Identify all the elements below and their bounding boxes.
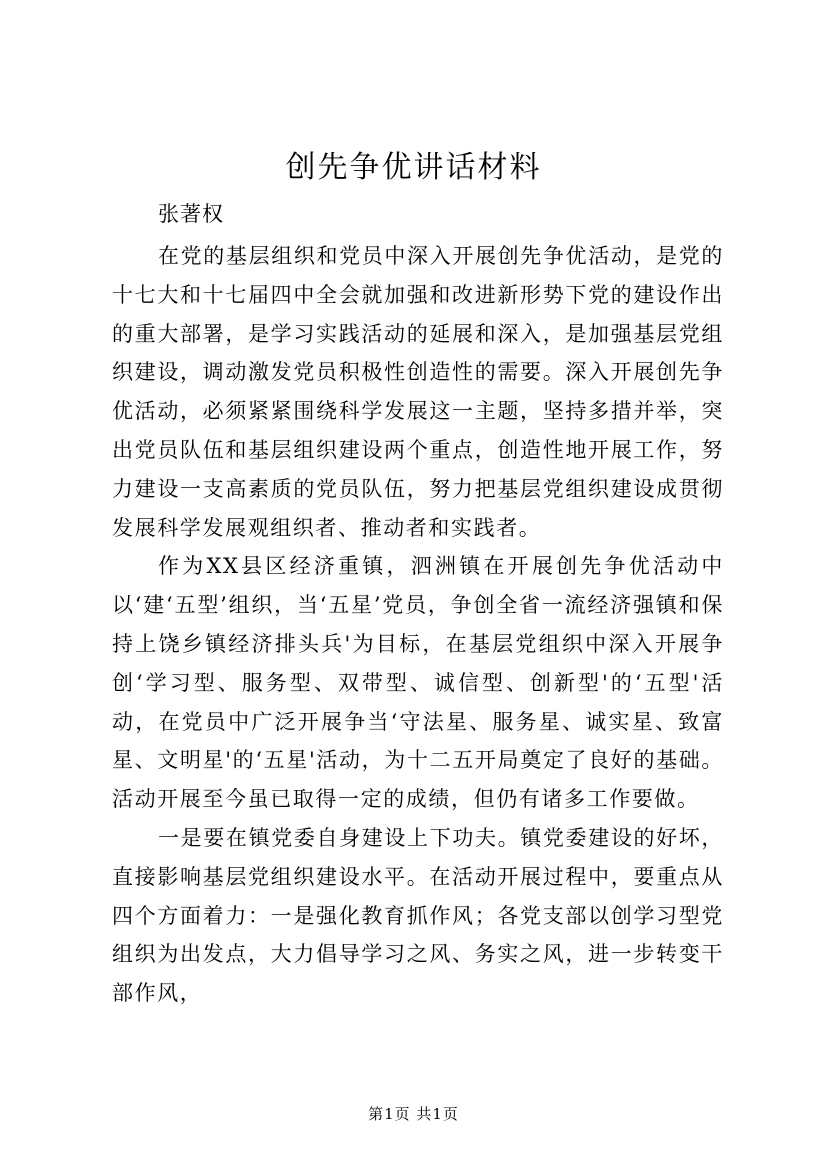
paragraph-2: 作为XX县区经济重镇，泗洲镇在开展创先争优活动中以‘建‘五型’组织，当‘五星’党员，争创全省一流经济强镇和保持上饶乡镇经济排头兵'为目标，在基层党组织中深入开展争创‘学习型、服务型、双带型、诚信型、创新型'的‘五型'活动，在党员中广泛开展争当‘守法星、服务星、诚实星、致富星、文明星'的‘五星'活动，为十二五开局奠定了良好的基础。活动开展至今虽已取得一定的成绩，但仍有诸多工作要做。: [112, 554, 724, 812]
page-footer: 第1页 共1页: [368, 1105, 459, 1123]
document-body: [112, 237, 724, 1013]
paragraph-3: 一是要在镇党委自身建设上下功夫。镇党委建设的好坏，直接影响基层党组织建设水平。在活动开展过程中，要重点从四个方面着力：一是强化教育抓作风；各党支部以创学习型党组织为出发点，大力倡导学习之风、务实之风，进一步转变干部作风，: [112, 825, 724, 1006]
paragraph-1: 在党的基层组织和党员中深入开展创先争优活动，是党的十七大和十七届四中全会就加强和改进新形势下党的建设作出的重大部署，是学习实践活动的延展和深入，是加强基层党组织建设，调动激发党员积极性创造性的需要。深入开展创先争优活动，必须紧紧围绕科学发展这一主题，坚持多措并举，突出党员队伍和基层组织建设两个重点，创造性地开展工作，努力建设一支高素质的党员队伍，努力把基层党组织建设成贯彻发展科学发展观组织者、推动者和实践者。: [112, 244, 724, 540]
author-name: 张著权: [158, 202, 224, 226]
document-title: 创先争优讲话材料: [285, 150, 542, 185]
